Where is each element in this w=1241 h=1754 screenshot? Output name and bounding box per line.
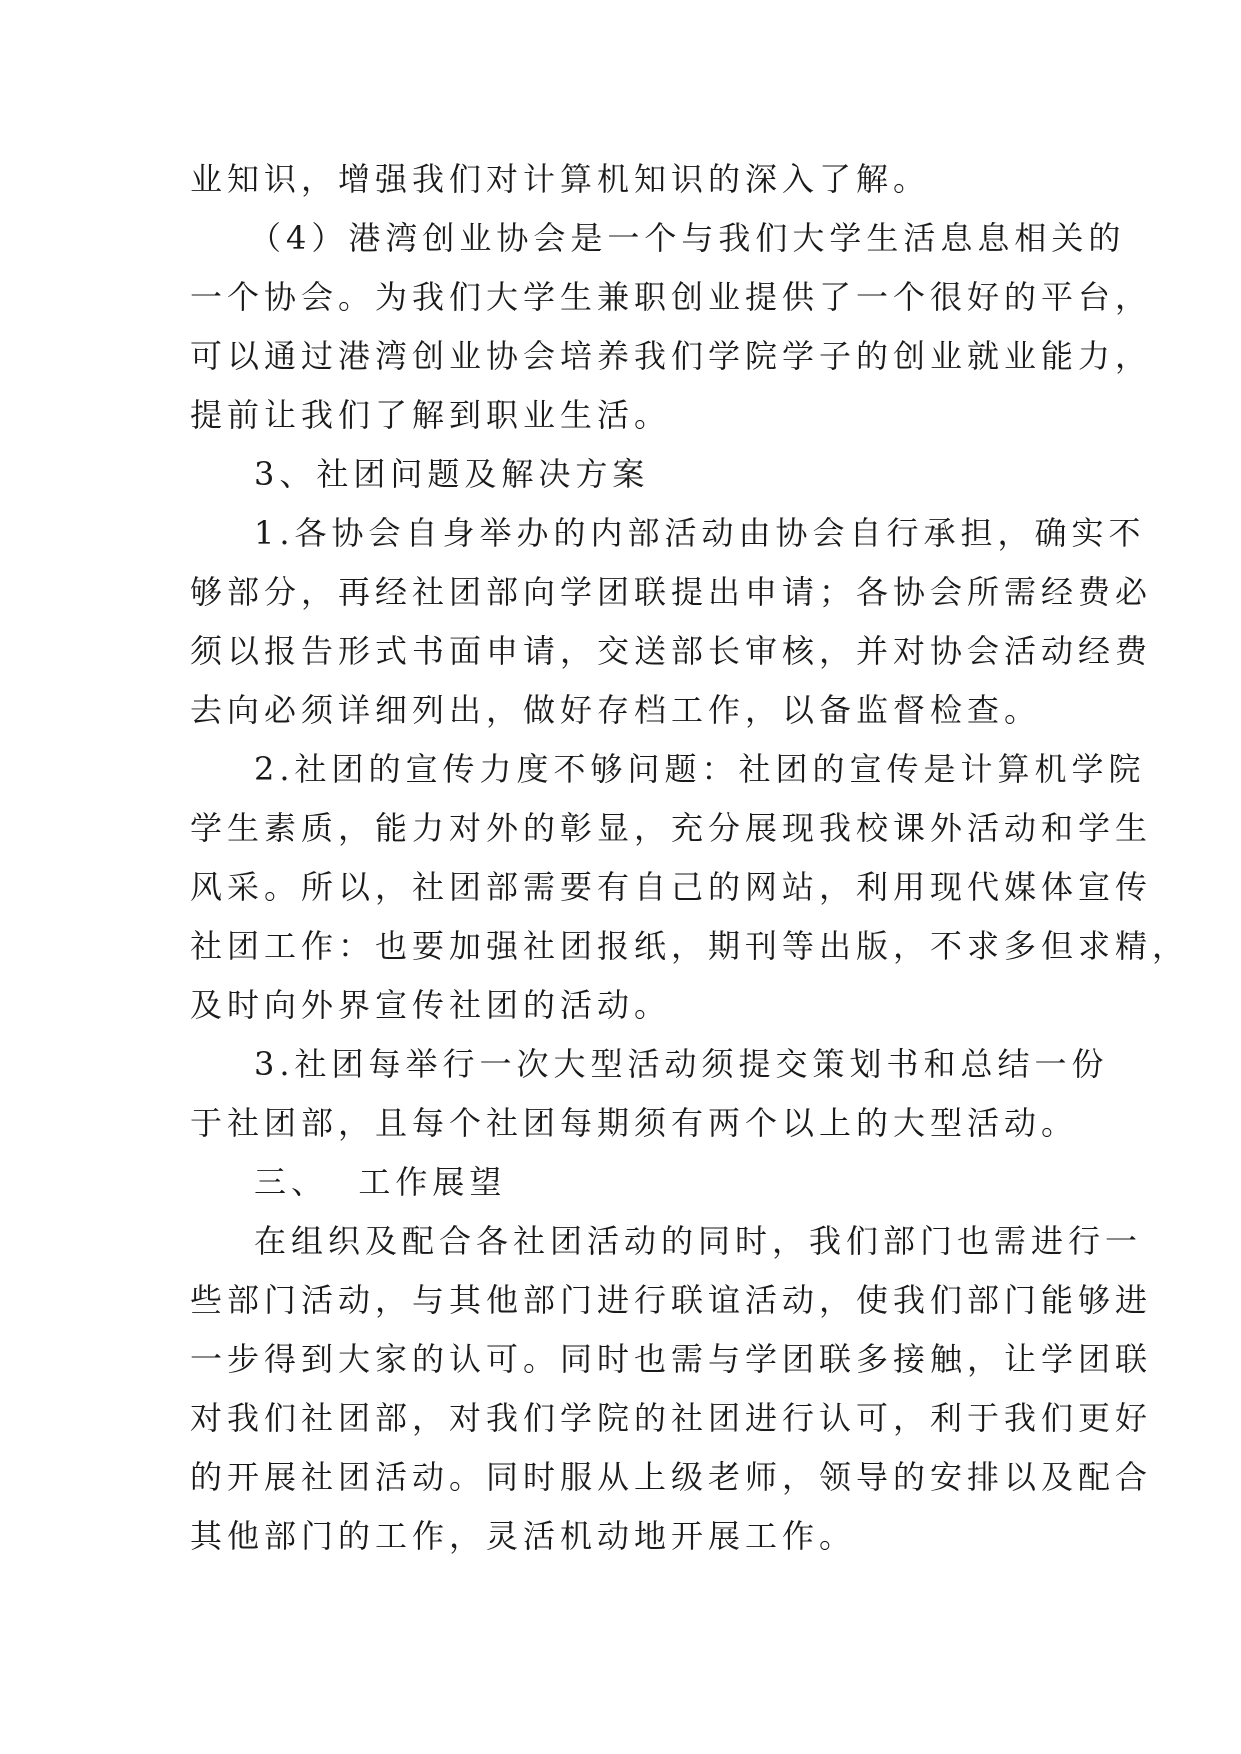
paragraph-line: 一步得到大家的认可。同时也需与学团联多接触，让学团联	[190, 1340, 1153, 1378]
paragraph-line: 风采。所以，社团部需要有自己的网站，利用现代媒体宣传	[190, 868, 1153, 906]
paragraph-line: 在组织及配合各社团活动的同时，我们部门也需进行一	[254, 1222, 1143, 1260]
section-heading: 3、社团问题及解决方案	[254, 455, 650, 493]
document-body	[190, 150, 1190, 1566]
paragraph-line: 可以通过港湾创业协会培养我们学院学子的创业就业能力，	[190, 337, 1153, 375]
paragraph-line: 及时向外界宣传社团的活动。	[190, 986, 672, 1024]
paragraph-line: 对我们社团部，对我们学院的社团进行认可，利于我们更好	[190, 1399, 1153, 1437]
paragraph-line: 去向必须详细列出，做好存档工作，以备监督检查。	[190, 691, 1042, 729]
paragraph-line: 于社团部，且每个社团每期须有两个以上的大型活动。	[190, 1104, 1079, 1142]
paragraph-line: 2.社团的宣传力度不够问题：社团的宣传是计算机学院	[254, 750, 1146, 788]
paragraph-line: 3.社团每举行一次大型活动须提交策划书和总结一份	[254, 1045, 1109, 1083]
paragraph-line: 业知识，增强我们对计算机知识的深入了解。	[190, 160, 931, 198]
paragraph-line: 1.各协会自身举办的内部活动由协会自行承担，确实不	[254, 514, 1146, 552]
paragraph-line: 提前让我们了解到职业生活。	[190, 396, 672, 434]
paragraph-line: （4）港湾创业协会是一个与我们大学生活息息相关的	[249, 219, 1126, 257]
paragraph-line: 些部门活动，与其他部门进行联谊活动，使我们部门能够进	[190, 1281, 1153, 1319]
section-heading: 三、 工作展望	[254, 1163, 507, 1201]
paragraph-line: 社团工作：也要加强社团报纸，期刊等出版，不求多但求精，	[190, 927, 1190, 965]
paragraph-line: 学生素质，能力对外的彰显，充分展现我校课外活动和学生	[190, 809, 1153, 847]
paragraph-line: 须以报告形式书面申请，交送部长审核，并对协会活动经费	[190, 632, 1153, 670]
paragraph-line: 其他部门的工作，灵活机动地开展工作。	[190, 1517, 857, 1555]
paragraph-line: 一个协会。为我们大学生兼职创业提供了一个很好的平台，	[190, 278, 1153, 316]
paragraph-line: 的开展社团活动。同时服从上级老师，领导的安排以及配合	[190, 1458, 1153, 1496]
paragraph-line: 够部分，再经社团部向学团联提出申请；各协会所需经费必	[190, 573, 1153, 611]
